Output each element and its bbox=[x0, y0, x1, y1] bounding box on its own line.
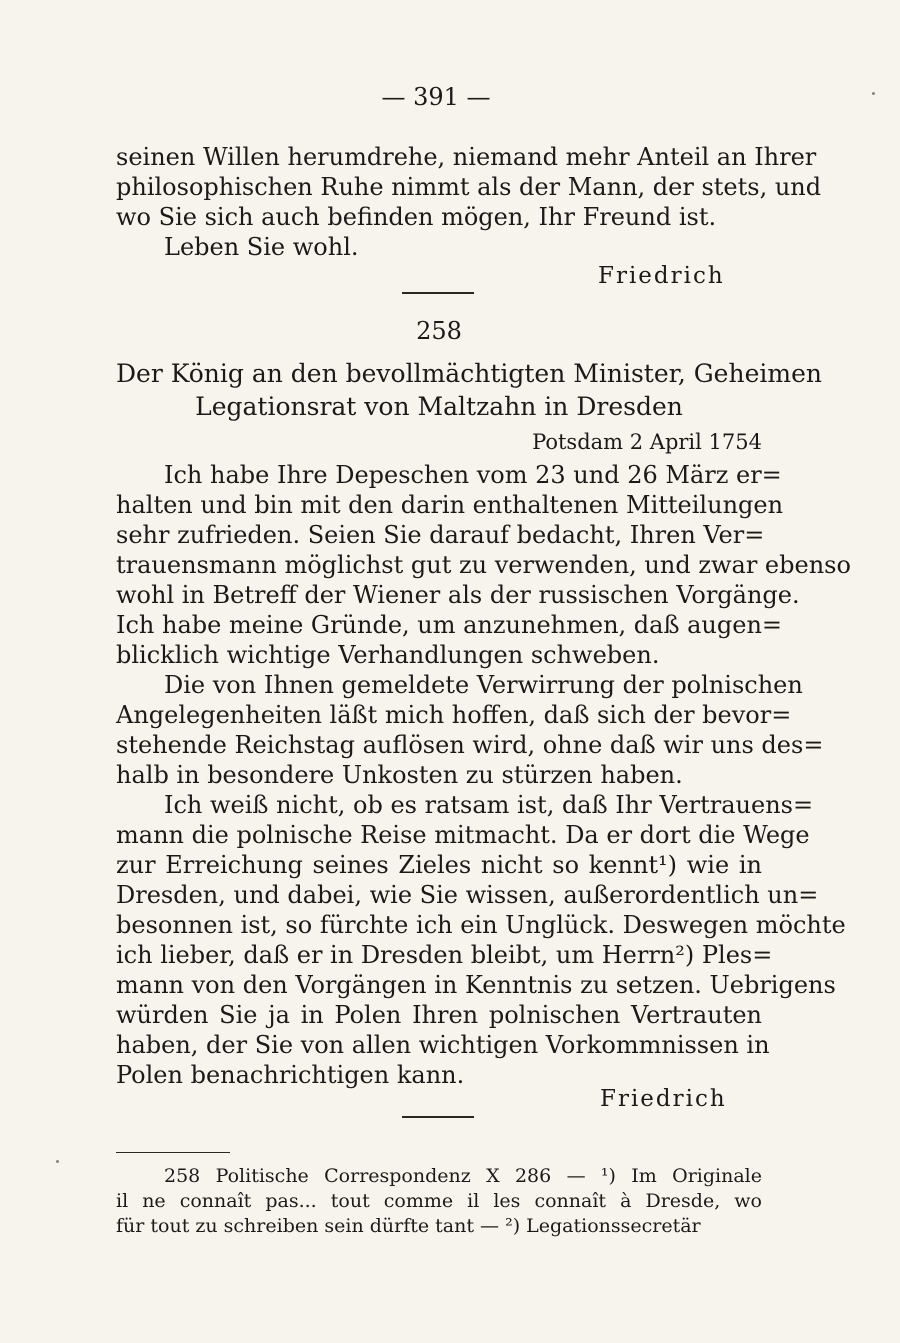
paper-speck bbox=[872, 92, 875, 95]
paragraph-line: Dresden, und dabei, wie Sie wissen, außerordentlich un= bbox=[116, 881, 819, 909]
letter-signature: Friedrich bbox=[600, 1086, 727, 1112]
paragraph-line: ich lieber, daß er in Dresden bleibt, um Herrn²) Ples= bbox=[116, 941, 773, 969]
page-number: — 391 — bbox=[381, 83, 491, 111]
paragraph-line: mann die polnische Reise mitmacht. Da er dort die Wege bbox=[116, 821, 810, 849]
paragraph-line: blicklich wichtige Verhandlungen schweben. bbox=[116, 641, 660, 669]
paragraph-line: stehende Reichstag auflösen wird, ohne daß wir uns des= bbox=[116, 731, 824, 759]
paragraph-line: wohl in Betreff der Wiener als der russischen Vorgänge. bbox=[116, 581, 800, 609]
letter-number: 258 bbox=[416, 317, 462, 345]
prev-letter-line: seinen Willen herumdrehe, niemand mehr Anteil an Ihrer bbox=[116, 143, 817, 171]
footnote-line: il ne connaît pas... tout comme il les connaît à Dresde, wo bbox=[116, 1190, 762, 1212]
paragraph-line: halb in besondere Unkosten zu stürzen haben. bbox=[116, 761, 683, 789]
paragraph-line: sehr zufrieden. Seien Sie darauf bedacht, Ihren Ver= bbox=[116, 521, 765, 549]
letter-dateline: Potsdam 2 April 1754 bbox=[532, 430, 762, 454]
section-divider bbox=[402, 292, 474, 294]
paragraph-line: Ich habe Ihre Depeschen vom 23 und 26 März er= bbox=[164, 461, 782, 489]
paragraph-line: Die von Ihnen gemeldete Verwirrung der polnischen bbox=[164, 671, 803, 699]
paragraph-line: Ich habe meine Gründe, um anzunehmen, daß augen= bbox=[116, 611, 783, 639]
paragraph-line: haben, der Sie von allen wichtigen Vorkommnissen in bbox=[116, 1031, 770, 1059]
prev-letter-signature: Friedrich bbox=[598, 263, 725, 289]
paragraph-line: halten und bin mit den darin enthaltenen Mitteilungen bbox=[116, 491, 784, 519]
paragraph-line: Ich weiß nicht, ob es ratsam ist, daß Ihr Vertrauens= bbox=[164, 791, 814, 819]
paper-speck bbox=[56, 1160, 59, 1163]
section-divider bbox=[402, 1116, 474, 1118]
paragraph-line: trauensmann möglichst gut zu verwenden, und zwar ebenso bbox=[116, 551, 851, 579]
paragraph-line: besonnen ist, so fürchte ich ein Unglück. Deswegen möchte bbox=[116, 911, 846, 939]
footnote-divider bbox=[116, 1152, 230, 1153]
footnote-line: 258 Politische Correspondenz X 286 — ¹) Im Originale bbox=[164, 1165, 762, 1187]
prev-letter-line: Leben Sie wohl. bbox=[164, 233, 359, 261]
letter-heading: Der König an den bevollmächtigten Minister, Geheimen bbox=[116, 359, 822, 388]
document-page bbox=[116, 0, 851, 1343]
footnote-line: für tout zu schreiben sein dürfte tant — ²) Legationssecretär bbox=[116, 1215, 701, 1237]
paragraph-line: mann von den Vorgängen in Kenntnis zu setzen. Uebrigens bbox=[116, 971, 836, 999]
paragraph-line: Polen benachrichtigen kann. bbox=[116, 1061, 465, 1089]
paragraph-line: Angelegenheiten läßt mich hoffen, daß sich der bevor= bbox=[116, 701, 792, 729]
prev-letter-line: wo Sie sich auch befinden mögen, Ihr Freund ist. bbox=[116, 203, 717, 231]
prev-letter-line: philosophischen Ruhe nimmt als der Mann, der stets, und bbox=[116, 173, 822, 201]
letter-heading: Legationsrat von Maltzahn in Dresden bbox=[195, 392, 683, 421]
paragraph-line: zur Erreichung seines Zieles nicht so kennt¹) wie in bbox=[116, 851, 762, 879]
paragraph-line: würden Sie ja in Polen Ihren polnischen Vertrauten bbox=[116, 1001, 762, 1029]
